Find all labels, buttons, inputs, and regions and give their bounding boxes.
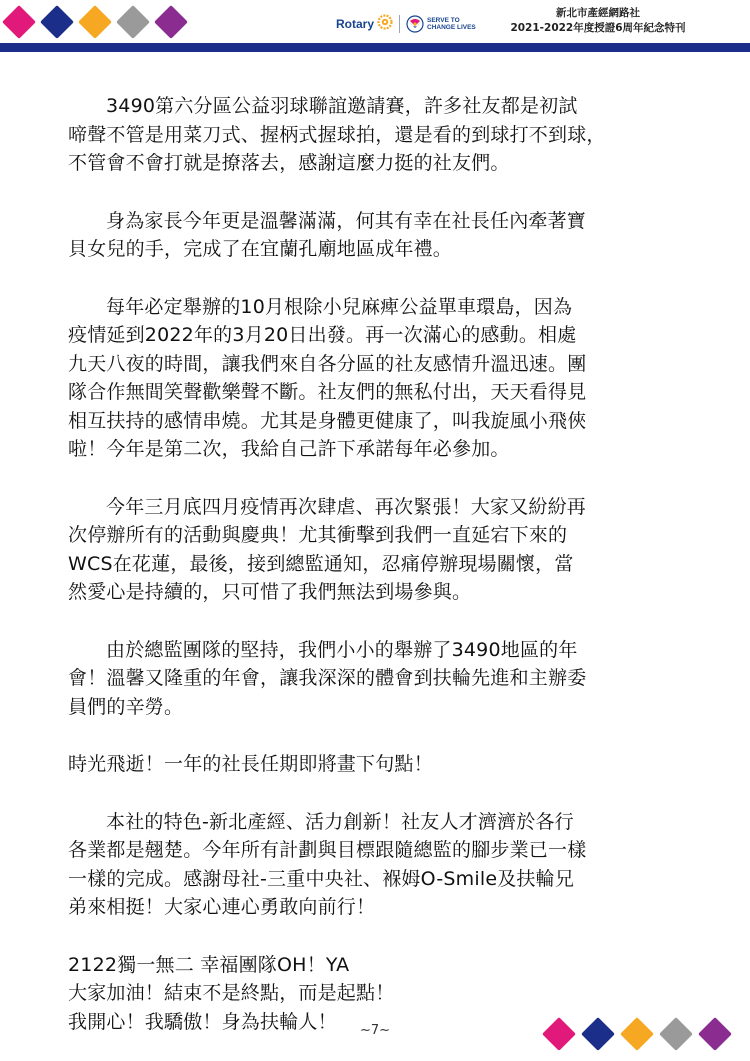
paragraph	[68, 293, 693, 464]
paragraph-line: 由於總監團隊的堅持，我們小小的舉辦了3490地區的年	[106, 638, 578, 661]
paragraph-line: 啼聲不管是用菜刀式、握柄式握球拍，還是看的到球打不到球，	[68, 123, 606, 146]
article-body	[68, 92, 693, 1036]
paragraph-line: 一樣的完成。感謝母社-三重中央社、褓姆O-Smile及扶輪兄	[68, 867, 575, 890]
paragraph-line: 各業都是翹楚。今年所有計劃與目標跟隨總監的腳步業已一樣	[68, 839, 587, 861]
paragraph-line: 員們的辛勞。	[68, 695, 184, 718]
paragraph-line: 不管會不會打就是撩落去，感謝這麼力挺的社友們。	[68, 152, 510, 174]
header-diamond-decoration	[2, 6, 192, 34]
paragraph-line: 疫情延到2022年的3月20日出發。再一次滿心的感動。相處	[68, 324, 577, 346]
paragraph	[68, 493, 693, 607]
paragraph-line: 本社的特色-新北產經、活力創新！社友人才濟濟於各行	[106, 810, 574, 833]
header-title	[498, 6, 698, 36]
paragraph-line: 貝女兒的手，完成了在宜蘭孔廟地區成年禮。	[68, 238, 453, 260]
rotary-logo-group	[336, 14, 476, 34]
paragraph	[68, 92, 693, 178]
diamond-shape	[78, 5, 112, 39]
serve-icon	[406, 15, 424, 33]
paragraph-line: 九天八夜的時間，讓我們來自各分區的社友感情升溫迅速。團	[68, 352, 587, 375]
paragraph-line: 每年必定舉辦的10月根除小兒麻痺公益單車環島，因為	[106, 295, 573, 318]
paragraph-line: 相互扶持的感情串燒。尤其是身體更健康了，叫我旋風小飛俠	[68, 409, 587, 432]
paragraph	[68, 750, 693, 779]
page-number: ~7~	[359, 1023, 391, 1038]
serve-line-2: CHANGE LIVES	[427, 24, 476, 31]
paragraph-line: 時光飛逝！一年的社長任期即將畫下句點！	[68, 753, 433, 775]
publication-title: 2021-2022年度授證6周年紀念特刊	[510, 22, 686, 34]
paragraph-list	[68, 92, 693, 922]
paragraph-line: 隊合作無間笑聲歡樂聲不斷。社友們的無私付出，天天看得見	[68, 381, 587, 403]
diamond-shape	[154, 5, 188, 39]
paragraph-line: 啦！今年是第二次，我給自己許下承諾每年必參加。	[68, 438, 510, 460]
paragraph-line: 會！溫馨又隆重的年會，讓我深深的體會到扶輪先進和主辦委	[68, 667, 587, 689]
rotary-wheel-icon	[377, 14, 393, 34]
paragraph-line: 身為家長今年更是溫馨滿滿，何其有幸在社長任內牽著寶	[106, 209, 587, 232]
serve-line-1: SERVE TO	[427, 16, 460, 24]
logo-separator	[399, 15, 400, 33]
paragraph-line: 3490第六分區公益羽球聯誼邀請賽，許多社友都是初試	[106, 95, 578, 117]
paragraph-line: WCS在花蓮，最後，接到總監通知，忍痛停辦現場關懷，當	[68, 552, 574, 575]
closing-line: 大家加油！結束不是終點，而是起點！	[68, 982, 395, 1004]
paragraph-line: 弟來相挺！大家心連心勇敢向前行！	[68, 896, 376, 918]
closing-line: 我開心！我驕傲！身為扶輪人！	[68, 1010, 337, 1033]
closing-line: 2122獨一無二 幸福團隊OH！YA	[68, 953, 350, 976]
header-bar	[0, 43, 750, 52]
paragraph	[68, 207, 693, 264]
paragraph-line: 然愛心是持續的，只可惜了我們無法到場參與。	[68, 581, 472, 603]
rotary-wordmark: Rotary	[336, 17, 375, 31]
diamond-shape	[40, 5, 74, 39]
club-name: 新北市產經網路社	[556, 7, 640, 19]
paragraph-line: 今年三月底四月疫情再次肆虐、再次緊張！大家又紛紛再	[106, 495, 587, 518]
diamond-shape	[2, 5, 36, 39]
paragraph	[68, 636, 693, 722]
serve-to-change-lives-logo	[406, 15, 476, 33]
paragraph	[68, 808, 693, 922]
diamond-shape	[116, 5, 150, 39]
paragraph-line: 次停辦所有的活動與慶典！尤其衝擊到我們一直延宕下來的	[68, 524, 568, 546]
